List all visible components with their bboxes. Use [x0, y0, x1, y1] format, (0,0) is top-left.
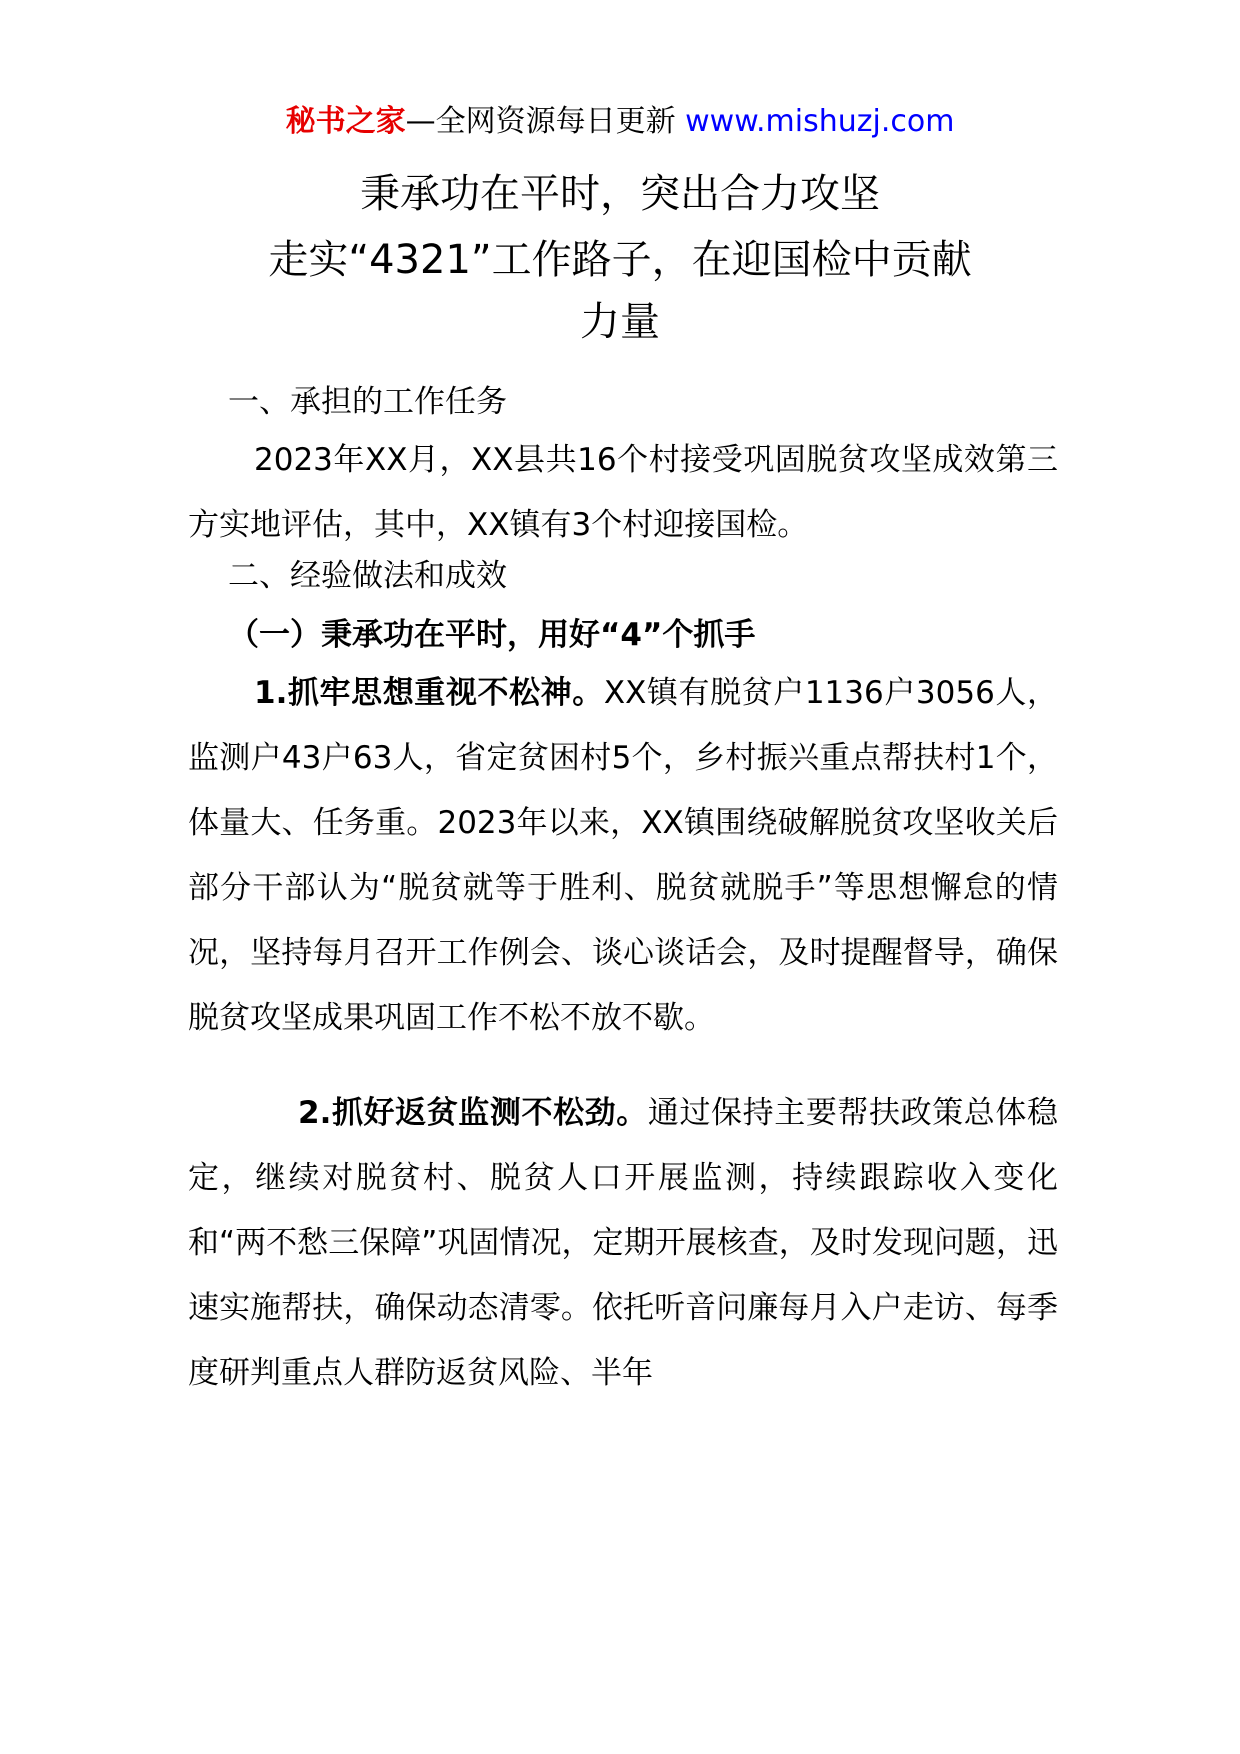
item-2-paragraph — [188, 1081, 1058, 1406]
section-1-heading: 一、承担的工作任务 — [228, 384, 507, 420]
subsection-1-heading: （一）秉承功在平时，用好“4”个抓手 — [228, 617, 756, 653]
item-2-lead: 2.抓好返贫监测不松劲。 — [298, 1095, 648, 1131]
header-tagline: —全网资源每日更新 — [405, 104, 676, 139]
title-line-3: 力量 — [580, 299, 660, 345]
item-1-paragraph — [188, 661, 1058, 1051]
title-line-1: 秉承功在平时，突出合力攻坚 — [360, 171, 880, 217]
site-header — [0, 100, 1240, 144]
title-line-2: 走实“4321”工作路子，在迎国检中贡献 — [268, 237, 972, 283]
section-1-paragraph: 2023年XX月，XX县共16个村接受巩固脱贫攻坚成效第三方实地评估，其中，XX镇有3个村迎接国检。 — [188, 442, 1058, 543]
brand-name: 秘书之家 — [285, 104, 406, 139]
item-1-text: XX镇有脱贫户1136户3056人，监测户43户63人，省定贫困村5个，乡村振兴重点帮扶村1个，体量大、任务重。2023年以来，XX镇围绕破解脱贫攻坚收关后部分干部认为“脱贫就等于胜利、脱贫就脱手”等思想懈怠的情况，坚持每月召开工作例会、谈心谈话会，及时提醒督导，确保脱贫攻坚成果巩固工作不松不放不歇。 — [188, 675, 1058, 1036]
item-1-lead: 1.抓牢思想重视不松神。 — [254, 675, 604, 711]
item-2-text: 通过保持主要帮扶政策总体稳定，继续对脱贫村、脱贫人口开展监测，持续跟踪收入变化和“两不愁三保障”巩固情况，定期开展核查，及时发现问题，迅速实施帮扶，确保动态清零。依托听音问廉每月入户走访、每季度研判重点人群防返贫风险、半年 — [188, 1095, 1058, 1391]
site-url-link[interactable]: www.mishuzj.com — [685, 104, 955, 139]
section-2-heading: 二、经验做法和成效 — [228, 558, 507, 594]
